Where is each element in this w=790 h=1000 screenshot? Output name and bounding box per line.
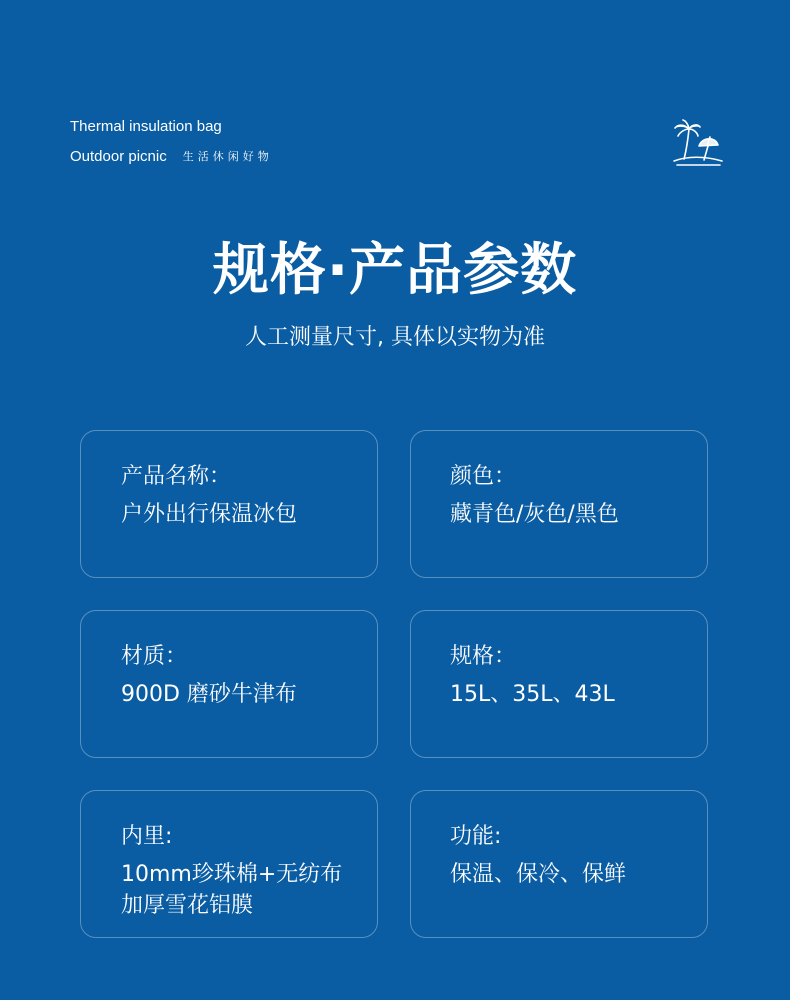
tagline-row bbox=[70, 146, 273, 168]
spec-card-material bbox=[80, 610, 378, 758]
tagline-english-2: Outdoor picnic bbox=[70, 148, 167, 165]
spec-value: 藏青色/灰色/黑色 bbox=[450, 502, 619, 527]
spec-value: 15L、35L、43L bbox=[450, 682, 615, 707]
spec-label: 材质： bbox=[121, 644, 188, 669]
spec-value: 户外出行保温冰包 bbox=[121, 502, 298, 527]
tagline-chinese: 生活休闲好物 bbox=[182, 150, 273, 163]
page-title: 规格·产品参数 bbox=[212, 238, 578, 303]
spec-value: 保温、保冷、保鲜 bbox=[450, 862, 627, 887]
palm-tree-beach-icon bbox=[672, 118, 724, 168]
spec-card-lining bbox=[80, 790, 378, 938]
spec-label: 规格： bbox=[450, 644, 517, 669]
spec-card-size bbox=[410, 610, 708, 758]
tagline-english-1: Thermal insulation bag bbox=[70, 118, 222, 135]
spec-card-function bbox=[410, 790, 708, 938]
spec-value: 10mm珍珠棉+无纺布 加厚雪花铝膜 bbox=[121, 862, 343, 918]
spec-label: 颜色： bbox=[450, 464, 517, 489]
spec-card-product-name bbox=[80, 430, 378, 578]
header-taglines bbox=[70, 116, 273, 168]
spec-value: 900D 磨砂牛津布 bbox=[121, 682, 297, 707]
spec-card-color bbox=[410, 430, 708, 578]
spec-label: 产品名称： bbox=[121, 464, 232, 489]
spec-label: 内里: bbox=[121, 824, 173, 849]
page-subtitle: 人工测量尺寸, 具体以实物为准 bbox=[245, 325, 545, 350]
spec-label: 功能: bbox=[450, 824, 502, 849]
